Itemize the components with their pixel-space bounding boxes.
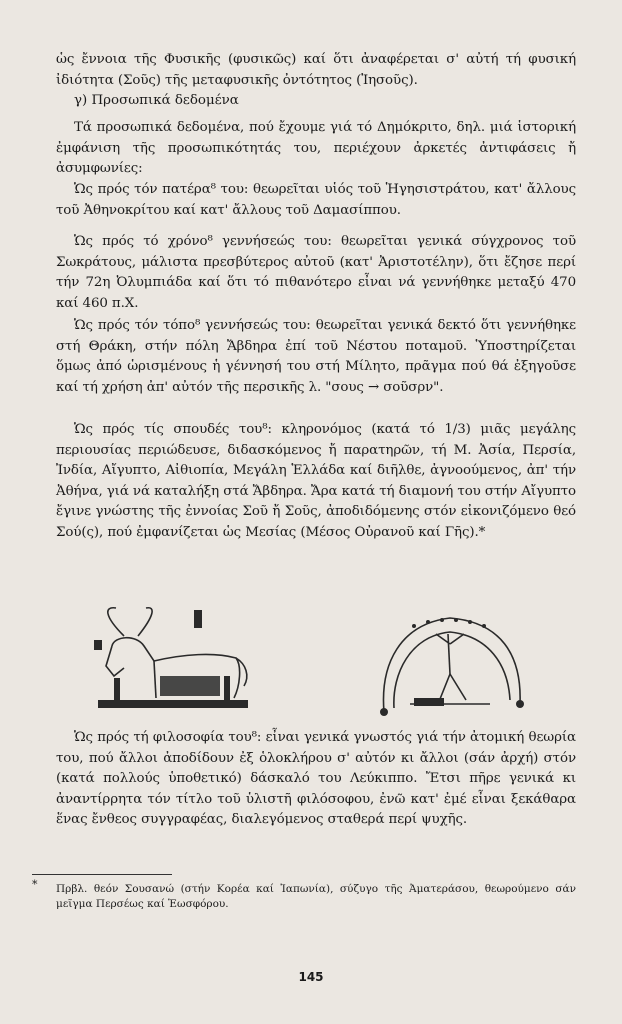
footnote-marker: * [32, 878, 38, 891]
footnote-divider [32, 874, 172, 875]
intro-text: ὡς ἔννοια τῆς Φυσικῆς (φυσικῶς) καί ὅτι ἀναφέρεται σ' αὐτή τή φυσική ἰδιότητα (Σοῦς) τῆς μεταφυσικῆς ὀντότητος (Ἰησοῦς). [56, 52, 576, 88]
paragraph-father: Ὡς πρός τόν πατέρα⁸ του: θεωρεῖται υἱός τοῦ Ἡγησιστράτου, κατ' ἄλλους τοῦ Ἀθηνοκρίτου καί κατ' ἄλλους τοῦ Δαμασίππου. [56, 182, 576, 218]
paragraph-birth-date: Ὡς πρός τό χρόνο⁸ γεννήσεώς του: θεωρεῖται γενικά σύγχρονος τοῦ Σωκράτους, μάλιστα πρεσβύτερος αὐτοῦ (κατ' Ἀριστοτέλην), ὅτι ἔζησε περί τήν 72η Ὀλυμπιάδα καί ὅτι τό πιθανότερο εἶναι νά γεννήθηκε μεταξύ 470 καί 460 π.Χ. [56, 234, 576, 311]
section-heading: γ) Προσωπικά δεδομένα [74, 93, 239, 108]
hathor-cow-illustration [94, 606, 254, 716]
paragraph-studies: Ὡς πρός τίς σπουδές του⁸: κληρονόμος (κατά τό 1/3) μιᾶς μεγάλης περιουσίας περιώδευσε, διδασκόμενος ἤ παρατηρῶν, τή Μ. Ἀσία, Περσία, Ἰνδία, Αἴγυπτο, Αἰθιοπία, Μεγάλη Ἑλλάδα καί διῆλθε, ἀγνοούμενος, ἀπ' τήν Ἀθήνα, γιά νά καταλήξη στά Ἄβδηρα. Ἄρα κατά τή διαμονή του στήν Αἴγυπτο ἔγινε γνώστης τῆς ἐννοίας Σοῦ ἤ Σοῦς, ἀποδιδόμενης στόν εἰκονιζόμενο θεό Σού(ς), πού ἐμφανίζεται ὡς Μεσίας (Μέσος Οὐρανοῦ καί Γῆς).* [56, 422, 576, 540]
nut-sky-goddess-illustration [370, 604, 530, 722]
paragraph-philosophy: Ὡς πρός τή φιλοσοφία του⁸: εἶναι γενικά γνωστός γιά τήν ἀτομική θεωρία του, πού ἄλλοι ἀποδίδουν ἐξ ὁλοκλήρου σ' αὐτόν κι ἄλλοι (σάν ἀρχή) στόν (κατά πολλούς ὑποθετικό) δάσκαλό του Λεύκιππο. Ἔτσι πῆρε γενικά κι ἀναντίρρητα τόν τίτλο τοῦ ὑλιστῆ φιλόσοφου, ἐνῶ κατ' ἐμέ εἶναι ξεκάθαρα ἕνας ἔνθεος συγγραφέας, διαλεγόμενος σταθερά περί ψυχῆς. [56, 730, 576, 828]
paragraph-birth-place: Ὡς πρός τόν τόπο⁸ γεννήσεώς του: θεωρεῖται γενικά δεκτό ὅτι γεννήθηκε στή Θράκη, στήν πόλη Ἄβδηρα ἐπί τοῦ Νέστου ποταμοῦ. Ὑποστηρίζεται ὅμως ἀπό ὡρισμένους ἡ γέννησή του στή Μίλητο, πρᾶγμα πού θά ἐξηγοῦσε καί τή χρήση ἀπ' αὐτόν τῆς περσικῆς λ. "σους → σοῦσρν". [56, 318, 576, 395]
footnote-text: Πρβλ. θεόν Σουσανώ (στήν Κορέα καί Ἰαπωνία), σύζυγο τῆς Ἀματεράσου, θεωρούμενο σάν μεῖγμα Περσέως καί Ἑωσφόρου. [56, 883, 576, 910]
page-number: 145 [298, 970, 324, 984]
paragraph-overview: Τά προσωπικά δεδομένα, πού ἔχουμε γιά τό Δημόκριτο, δηλ. μιά ἱστορική ἐμφάνιση τῆς προσωπικότητάς του, περιέχουν ἀρκετές ἀντιφάσεις ἤ ἀσυμφωνίες: [56, 120, 576, 177]
